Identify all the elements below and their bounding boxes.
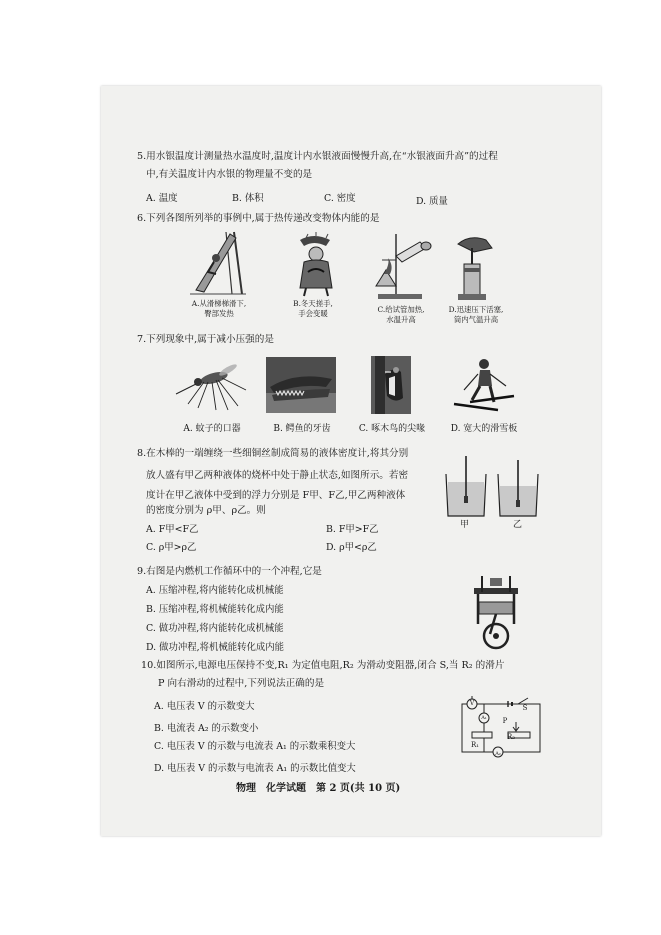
q5-option-b: B. 体积 bbox=[232, 193, 264, 204]
q6-caption-b-line2: 手会变暖 bbox=[298, 309, 328, 318]
q9-stem: 9.右图是内燃机工作循环中的一个冲程,它是 bbox=[137, 566, 322, 577]
q10-option-c: C. 电压表 V 的示数与电流表 A₁ 的示数乘积变大 bbox=[154, 741, 356, 752]
q6-caption-a-line2: 臀部发热 bbox=[204, 309, 234, 318]
q9-option-b: B. 压缩冲程,将机械能转化成内能 bbox=[146, 604, 284, 615]
mosquito-illustration bbox=[172, 360, 250, 412]
q7-caption-d: D. 宽大的滑雪板 bbox=[450, 424, 518, 434]
heating-test-tube-illustration bbox=[368, 230, 434, 302]
skier-illustration bbox=[452, 356, 516, 418]
crocodile-photo bbox=[266, 357, 336, 413]
page-footer: 物理 化学试题 第 2 页(共 10 页) bbox=[236, 783, 401, 794]
q10-option-b: B. 电流表 A₂ 的示数变小 bbox=[154, 723, 259, 734]
q10-option-d: D. 电压表 V 的示数与电流表 A₁ 的示数比值变大 bbox=[154, 763, 356, 774]
resistor-r2-label: R₂ bbox=[506, 733, 516, 741]
rubbing-hands-illustration bbox=[286, 232, 342, 296]
slider-p-label: P bbox=[502, 717, 508, 725]
voltmeter-label: V bbox=[469, 700, 475, 707]
q7-caption-c: C. 啄木鸟的尖喙 bbox=[358, 424, 426, 434]
q6-stem: 6.下列各图所列举的事例中,属于热传递改变物体内能的是 bbox=[137, 213, 380, 224]
q6-caption-a-line1: A.从滑梯梯滑下, bbox=[191, 299, 247, 308]
q5-option-d: D. 质量 bbox=[416, 196, 448, 207]
q5-stem-line1: 5.用水银温度计测量热水温度时,温度计内水银液面慢慢升高,在“水银液面升高”的过程 bbox=[137, 151, 498, 162]
beaker-label-jia: 甲 bbox=[460, 520, 470, 530]
q8-stem-line1: 8.在木棒的一端缠绕一些细铜丝制成简易的液体密度计,将其分别 bbox=[137, 448, 409, 459]
piston-cylinder-illustration bbox=[452, 234, 500, 302]
q6-caption-d-line1: D.迅速压下活塞, bbox=[448, 305, 504, 314]
q9-option-c: C. 做功冲程,将内能转化成机械能 bbox=[146, 623, 284, 634]
q8-stem-line2: 放人盛有甲乙两种液体的烧杯中处于静止状态,如图所示。若密 bbox=[146, 470, 409, 481]
q6-caption-c-line1: C.给试管加热, bbox=[377, 305, 425, 314]
woodpecker-photo bbox=[371, 356, 411, 414]
q5-option-c: C. 密度 bbox=[324, 193, 356, 204]
q8-stem-line3: 度计在甲乙液体中受到的浮力分别是 F甲、F乙,甲乙两种液体 bbox=[146, 490, 406, 501]
q7-stem: 7.下列现象中,属于减小压强的是 bbox=[137, 334, 274, 345]
resistor-r1-label: R₁ bbox=[470, 741, 480, 749]
q9-option-d: D. 做功冲程,将机械能转化成内能 bbox=[146, 642, 284, 653]
density-meter-beakers-figure bbox=[440, 454, 540, 520]
q5-option-a: A. 温度 bbox=[146, 193, 178, 204]
ammeter-a2-label: A₂ bbox=[495, 751, 501, 757]
q9-option-a: A. 压缩冲程,将内能转化成机械能 bbox=[146, 585, 284, 596]
q6-caption-b-line1: B.冬天搓手, bbox=[293, 299, 333, 308]
q7-caption-a: A. 蚊子的口器 bbox=[183, 424, 241, 434]
q10-option-a: A. 电压表 V 的示数变大 bbox=[154, 701, 255, 712]
beaker-label-yi: 乙 bbox=[513, 520, 523, 530]
q7-caption-b: B. 鳄鱼的牙齿 bbox=[273, 424, 331, 434]
q8-option-a: A. F甲<F乙 bbox=[146, 524, 199, 535]
q6-caption-c-line2: 水温升高 bbox=[386, 315, 416, 324]
q8-option-d: D. ρ甲<ρ乙 bbox=[326, 542, 377, 553]
ammeter-a1-label: A₁ bbox=[481, 715, 487, 721]
switch-label: S bbox=[522, 704, 528, 712]
q5-stem-line2: 中,有关温度计内水银的物理量不变的是 bbox=[146, 169, 313, 180]
q6-caption-d-line2: 筒内气温升高 bbox=[453, 315, 499, 324]
slide-illustration bbox=[186, 228, 248, 298]
q10-stem-line2: P 向右滑动的过程中,下列说法正确的是 bbox=[158, 678, 325, 689]
engine-stroke-diagram bbox=[468, 572, 524, 652]
q8-option-c: C. ρ甲>ρ乙 bbox=[146, 542, 197, 553]
q8-option-b: B. F甲>F乙 bbox=[326, 524, 379, 535]
q8-stem-line4: 的密度分别为 ρ甲、ρ乙。则 bbox=[146, 505, 266, 516]
q10-stem-line1: 10.如图所示,电源电压保持不变,R₁ 为定值电阻,R₂ 为滑动变阻器,闭合 S,当 R₂ 的滑片 bbox=[141, 660, 505, 671]
